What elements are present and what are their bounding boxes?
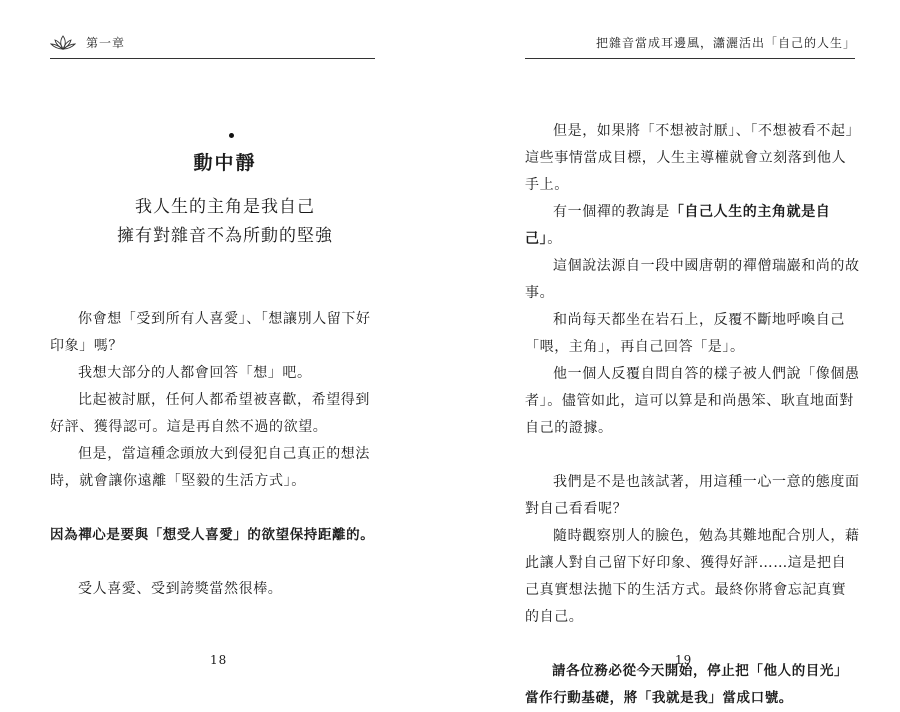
left-running-header: [50, 34, 125, 51]
paragraph: 他一個人反覆自問自答的樣子被人們說「像個愚者」。儘管如此，這可以算是和尚愚笨、耿直地面對自己的證據。: [525, 366, 860, 436]
paragraph: 和尚每天都坐在岩石上，反覆不斷地呼喚自己「喂，主角」，再自己回答「是」。: [525, 312, 845, 355]
paragraph: 隨時觀察別人的臉色，勉為其難地配合別人，藉此讓人對自己留下好印象、獲得好評……這是把自己真實想法拋下的生活方式。最終你將會忘記真實的自己。: [525, 528, 860, 625]
page-number: 19: [675, 653, 693, 667]
paragraph: 比起被討厭，任何人都希望被喜歡，希望得到好評、獲得認可。這是再自然不過的欲望。: [50, 392, 370, 435]
page-number: 18: [210, 653, 228, 667]
text-span: 有一個禪的教誨是: [553, 204, 670, 220]
paragraph: 這個說法源自一段中國唐朝的禪僧瑞巖和尚的故事。: [525, 258, 860, 301]
bold-quote: 「自己人生的主角就是自己」: [525, 204, 831, 247]
paragraph: 但是，當這種念頭放大到侵犯自己真正的想法時，就會讓你遠離「堅毅的生活方式」。: [50, 446, 370, 489]
paragraph: [525, 199, 860, 253]
header-rule: [50, 58, 375, 59]
right-running-header: 把雜音當成耳邊風，瀟灑活出「自己的人生」: [595, 36, 856, 50]
right-body-text: [525, 118, 860, 712]
bullet-dot: [229, 133, 234, 138]
paragraph: 我們是不是也該試著，用這種一心一意的態度面對自己看看呢？: [525, 474, 860, 517]
text-span: 。: [547, 231, 562, 247]
right-page: [450, 0, 900, 712]
paragraph: 你會想「受到所有人喜愛」、「想讓別人留下好印象」嗎？: [50, 311, 371, 354]
header-rule: [525, 58, 855, 59]
left-body-text: [50, 306, 380, 603]
section-subtitle-1: 我人生的主角是我自己: [135, 197, 315, 217]
paragraph: 但是，如果將「不想被討厭」、「不想被看不起」這些事情當成目標，人生主導權就會立刻落到他人手上。: [525, 123, 854, 193]
paragraph: 我想大部分的人都會回答「想」吧。: [78, 365, 312, 381]
emphasis-paragraph: 請各位務必從今天開始，停止把「他人的目光」當作行動基礎，將「我就是我」當成口號。: [525, 663, 849, 706]
paragraph: 受人喜愛、受到誇獎當然很棒。: [78, 581, 283, 597]
lotus-icon: [50, 35, 76, 51]
chapter-label: 第一章: [86, 36, 126, 50]
section-subtitle-2: 擁有對雜音不為所動的堅強: [117, 226, 333, 246]
emphasis-paragraph: 因為禪心是要與「想受人喜愛」的欲望保持距離的。: [50, 527, 375, 543]
section-title: 動中靜: [193, 152, 257, 174]
